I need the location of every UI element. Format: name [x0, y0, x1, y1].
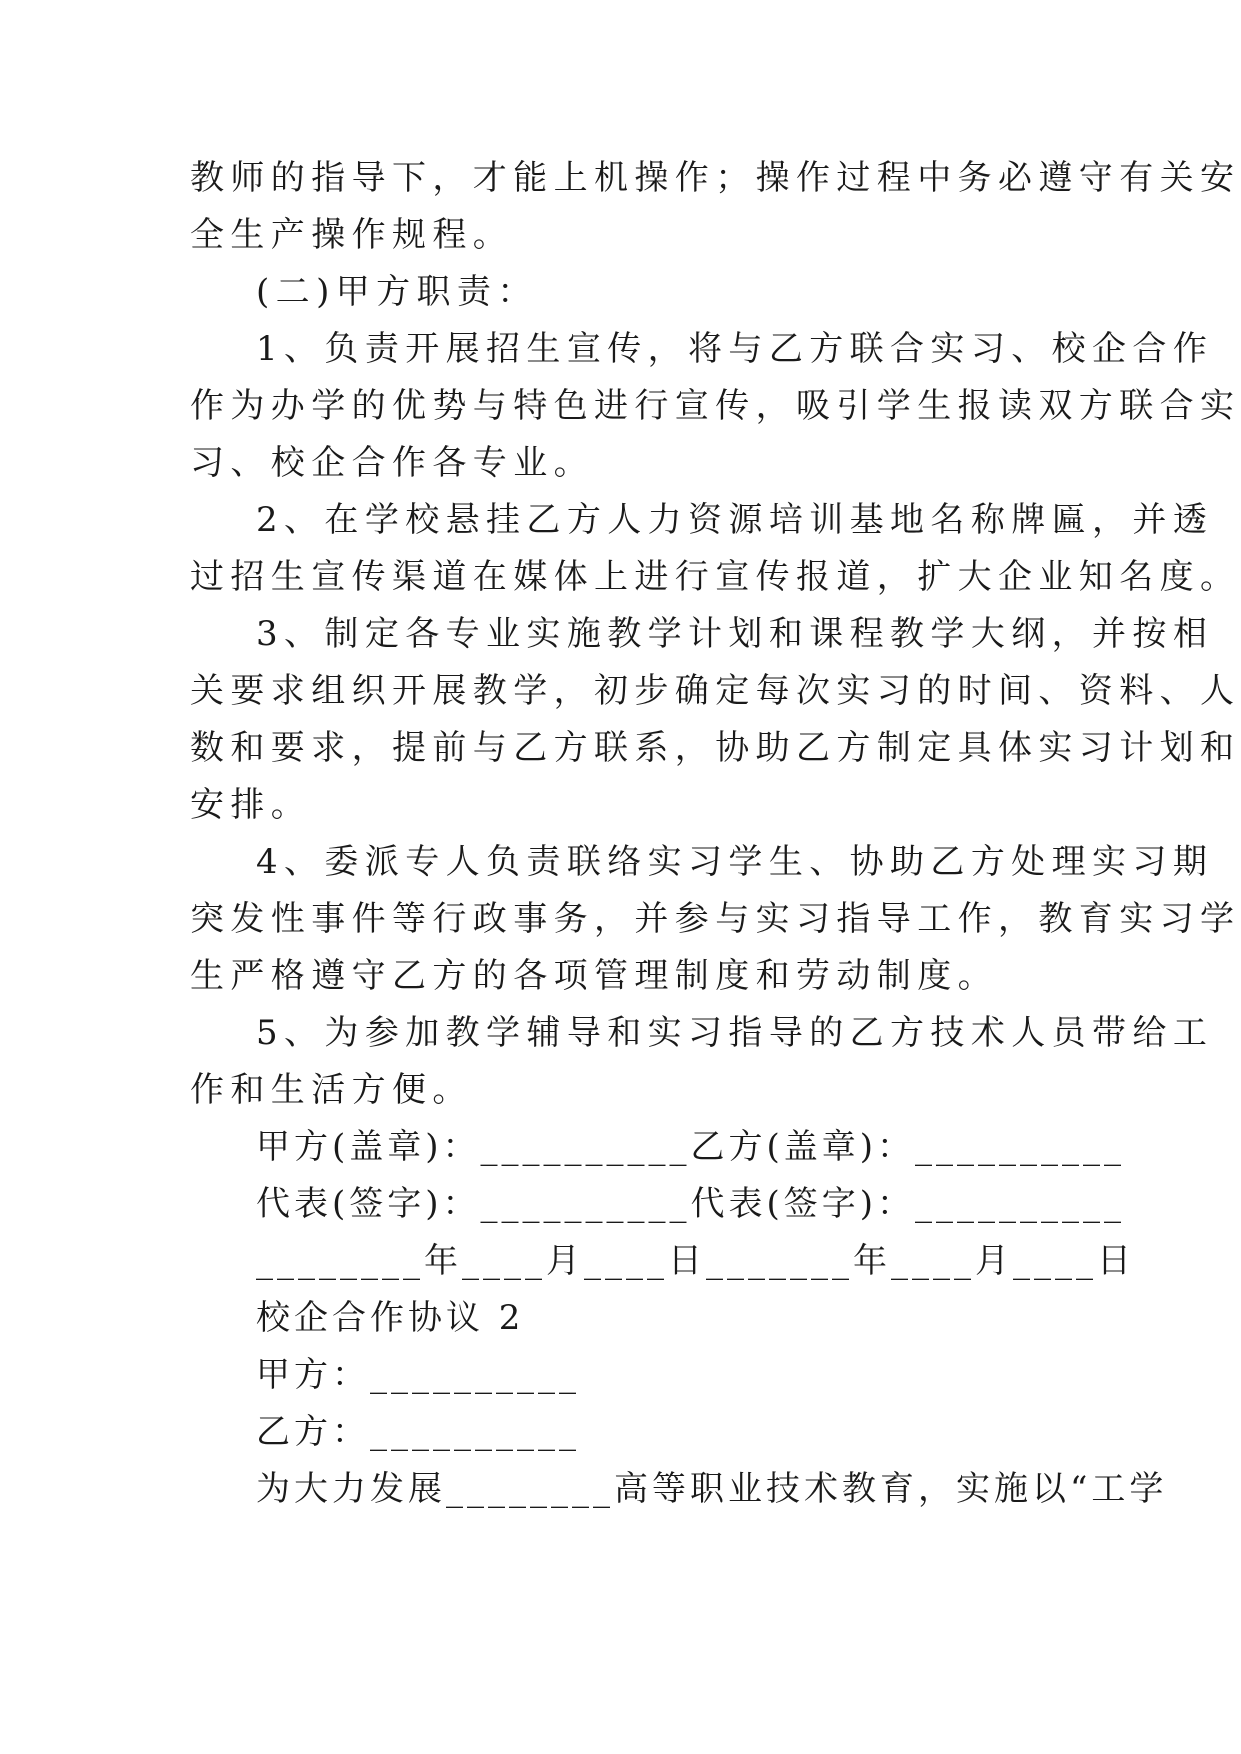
paragraph-line: 作和生活方便。 [190, 1070, 473, 1110]
paragraph-line: 生严格遵守乙方的各项管理制度和劳动制度。 [190, 956, 998, 996]
signature-line-seal: 甲方(盖章)：__________乙方(盖章)：__________ [256, 1127, 1126, 1167]
paragraph-line: 作为办学的优势与特色进行宣传，吸引学生报读双方联合实 [190, 386, 1241, 426]
party-b-line: 乙方：__________ [256, 1412, 580, 1452]
paragraph-line: 5、为参加教学辅导和实习指导的乙方技术人员带给工 [256, 1013, 1214, 1053]
paragraph-line: 1、负责开展招生宣传，将与乙方联合实习、校企合作 [256, 329, 1214, 369]
paragraph-line: 教师的指导下，才能上机操作；操作过程中务必遵守有关安 [190, 158, 1241, 198]
paragraph-line: 关要求组织开展教学，初步确定每次实习的时间、资料、人 [190, 671, 1241, 711]
paragraph-line: 数和要求，提前与乙方联系，协助乙方制定具体实习计划和 [190, 728, 1241, 768]
paragraph-line: 突发性事件等行政事务，并参与实习指导工作，教育实习学 [190, 899, 1241, 939]
document-title: 校企合作协议 2 [256, 1298, 525, 1338]
document-page [190, 150, 1241, 1518]
paragraph-line: 为大力发展________高等职业技术教育，实施以“工学 [256, 1469, 1168, 1509]
signature-line-date: ________年____月____日_______年____月____日 [256, 1241, 1135, 1281]
paragraph-line: 过招生宣传渠道在媒体上进行宣传报道，扩大企业知名度。 [190, 557, 1241, 597]
signature-line-representative: 代表(签字)：__________代表(签字)：__________ [256, 1184, 1126, 1224]
paragraph-line: 3、制定各专业实施教学计划和课程教学大纲，并按相 [256, 614, 1214, 654]
section-heading: (二)甲方职责： [256, 272, 538, 312]
paragraph-line: 安排。 [190, 785, 312, 825]
paragraph-line: 2、在学校悬挂乙方人力资源培训基地名称牌匾，并透 [256, 500, 1214, 540]
paragraph-line: 习、校企合作各专业。 [190, 443, 594, 483]
paragraph-line: 全生产操作规程。 [190, 215, 514, 255]
paragraph-line: 4、委派专人负责联络实习学生、协助乙方处理实习期 [256, 842, 1214, 882]
party-a-line: 甲方：__________ [256, 1355, 580, 1395]
